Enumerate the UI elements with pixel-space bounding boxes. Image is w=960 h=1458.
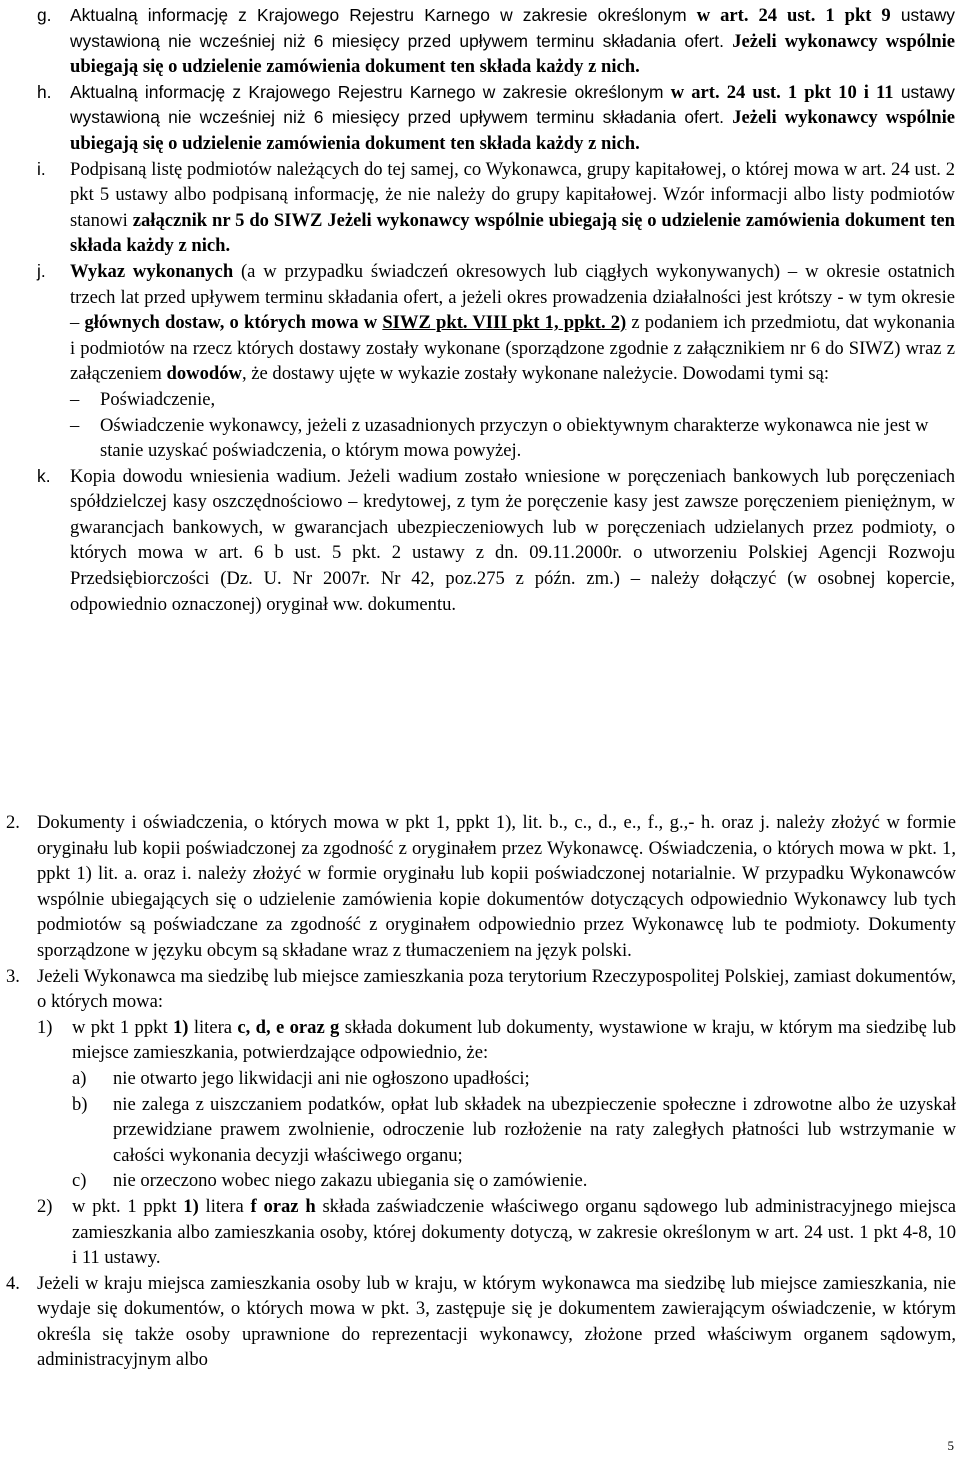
sub-text: nie orzeczono wobec niego zakazu ubiegania się o zamówienie.	[113, 1170, 588, 1192]
item-text: Podpisaną listę podmiotów należących do tej samej, co Wykonawca, grupy kapitałowej, o której mowa w art. 24 ust. 2 pkt 5 ustawy albo podpisaną informację, że nie należy do grupy kapitałowej. Wzór informacji albo listy podmiotów stanowi	[70, 158, 955, 231]
numbered-list	[6, 810, 956, 1373]
dash-item-2	[37, 413, 955, 464]
point-text: Jeżeli Wykonawca ma siedzibę lub miejsce zamieszkania poza terytorium Rzeczypospolitej Polskiej, zamiast dokumentów, o których mowa:	[37, 965, 956, 1013]
point-text: Jeżeli w kraju miejsca zamieszkania osoby lub w kraju, w którym wykonawca ma siedzibę lub miejsce zamieszkania, nie wydaje się dokumentów, o których mowa w pkt. 3, zastępuje się je dokumentem zawierającym oświadczenie, w którym określa się także osoby uprawnione do reprezentacji wykonawcy, złożone przed właściwym organem sądowym, administracyjnym albo	[37, 1272, 956, 1371]
item-bold: Jeżeli wykonawcy wspólnie ubiegają się o udzielenie zamówienia dokument ten składa każdy z nich.	[70, 107, 956, 154]
dash-mark: –	[70, 388, 80, 410]
item-bold: Jeżeli wykonawcy wspólnie ubiegają się o udzielenie zamówienia dokument ten składa każdy z nich.	[70, 30, 956, 78]
dash-text: Oświadczenie wykonawcy, jeżeli z uzasadnionych przyczyn o obiektywnym charakterze wykonawca nie jest w stanie uzyskać poświadczenia, o którym mowa powyżej.	[100, 414, 929, 462]
sub-label: a)	[72, 1067, 87, 1089]
item-text: , że dostawy ujęte w wykazie zostały wykonane należycie. Dowodami tymi są:	[241, 363, 830, 385]
sub-bold: f oraz h	[250, 1195, 316, 1217]
item-bold: w art. 24 ust. 1 pkt 10 i 11	[670, 81, 894, 103]
sub-text: litera	[188, 1016, 238, 1038]
point-4	[6, 1271, 956, 1373]
item-text: Kopia dowodu wniesienia wadium. Jeżeli wadium zostało wniesione w poręczeniach bankowych lub poręczeniach spółdzielczej kasy oszczędnościowo – kredytowej, z tym że poręczenie kasy jest zawsze poręczeniem pieniężnym, w gwarancjach bankowych, w gwarancjach ubezpieczeniowych lub w poręczeniach udzielanych przez podmioty, o których mowa w art. 6 b ust. 5 pkt. 2 ustawy z dn. 09.11.2000r. o utworzeniu Polskiej Agencji Rozwoju Przedsiębiorczości (Dz. U. Nr 2007r. Nr 42, poz.275 z późn. zm.) – należy dołączyć (w osobnej kopercie, odpowiednio oznaczonej) oryginał ww. dokumentu.	[70, 465, 955, 615]
list-item-k	[37, 464, 955, 618]
item-text: ustawy wystawioną nie wcześniej niż 6 miesięcy przed upływem terminu składania ofert.	[70, 81, 955, 128]
sub-text: składa zaświadczenie właściwego organu sądowego lub administracyjnego miejsca zamieszkania albo zamieszkania osoby, której dokumenty dotyczą, w zakresie określonym w art. 24 ust. 1 pkt 4-8, 10 i 11 ustawy.	[72, 1195, 956, 1269]
list-label: h.	[37, 81, 52, 102]
list-item-i	[37, 157, 955, 259]
item-text: Aktualną informację z Krajowego Rejestru Karnego w zakresie określonym	[70, 5, 697, 25]
item-text: Aktualną informację z Krajowego Rejestru Karnego w zakresie określonym	[70, 81, 671, 102]
sub-text: składa dokument lub dokumenty, wystawione w kraju, w którym ma siedzibę lub miejsce zamieszkania, potwierdzające odpowiednio, że:	[72, 1016, 956, 1064]
list-label: g.	[37, 5, 52, 25]
sub-label: c)	[72, 1170, 87, 1192]
point-3-sub-1	[6, 1015, 956, 1066]
item-bold: dowodów	[166, 363, 242, 385]
item-text: (a w przypadku świadczeń okresowych lub ciągłych wykonywanych) – w okresie ostatnich trzech lat przed upływem terminu składania ofert, a jeżeli okres prowadzenia działalności jest krótszy - w tym okresie –	[70, 260, 955, 334]
point-2	[6, 810, 956, 964]
sub-text: w pkt. 1 ppkt	[72, 1195, 184, 1217]
point-label: 4.	[6, 1272, 20, 1294]
dash-item-1	[37, 387, 955, 413]
page-number: 5	[947, 1438, 954, 1453]
list-item-h	[37, 80, 955, 157]
item-bold: załącznik nr 5 do SIWZ Jeżeli wykonawcy wspólnie ubiegają się o udzielenie zamówienia dokument ten składa każdy z nich.	[70, 209, 955, 257]
point-3-sub-1-b	[6, 1092, 956, 1169]
item-bold: Wykaz wykonanych	[70, 260, 234, 282]
dash-text: Poświadczenie,	[100, 388, 216, 410]
list-item-j	[37, 259, 955, 387]
list-label: i.	[37, 158, 46, 179]
sub-text: nie otwarto jego likwidacji ani nie ogłoszono upadłości;	[113, 1067, 530, 1089]
point-3	[6, 964, 956, 1015]
sub-label: b)	[72, 1093, 88, 1115]
point-3-sub-1-a	[6, 1066, 956, 1092]
point-label: 3.	[6, 965, 20, 987]
lettered-list	[37, 3, 955, 617]
point-3-sub-1-c	[6, 1168, 956, 1194]
list-label: k.	[37, 465, 51, 486]
point-3-sub-2	[6, 1194, 956, 1271]
point-label: 2.	[6, 812, 20, 833]
siwz-reference: SIWZ pkt. VIII pkt 1, ppkt. 2)	[382, 312, 627, 334]
sub-text: w pkt 1 ppkt	[72, 1016, 173, 1038]
list-item-g	[37, 3, 955, 80]
point-text: Dokumenty i oświadczenia, o których mowa w pkt 1, ppkt 1), lit. b., c., d., e., f., g.,- h. oraz j. należy złożyć w formie oryginału lub kopii poświadczonej za zgodność z oryginałem przez Wykonawcę. Oświadczenia, o których mowa w pkt. 1, ppkt 1) lit. a. oraz i. należy złożyć w formie oryginału lub kopii poświadczonej notarialnie. W przypadku Wykonawców wspólnie ubiegających się o udzielenie zamówienia kopie dokumentów dotyczących odpowiednio Wykonawcy lub tych podmiotów są poświadczane za zgodność z oryginałem odpowiednio przez Wykonawcę lub te podmioty. Dokumenty sporządzone w języku obcym są składane wraz z tłumaczeniem na język polski.	[37, 812, 956, 961]
sub-bold: 1)	[172, 1016, 189, 1038]
list-label: j.	[37, 260, 46, 281]
sub-bold: c, d, e oraz g	[237, 1016, 340, 1038]
sub-bold: 1)	[183, 1195, 199, 1217]
item-text: ustawy wystawioną nie wcześniej niż 6 miesięcy przed upływem terminu składania ofert.	[70, 5, 955, 51]
item-bold: w art. 24 ust. 1 pkt 9	[696, 5, 891, 26]
sub-label: 2)	[37, 1195, 53, 1217]
sub-label: 1)	[37, 1016, 53, 1038]
item-bold: głównych dostaw, o których mowa w	[84, 312, 383, 334]
dash-mark: –	[70, 414, 80, 436]
sub-text: nie zalega z uiszczaniem podatków, opłat lub składek na ubezpieczenie społeczne i zdrowotne albo że uzyskał przewidziane prawem zwolnienie, odroczenie lub rozłożenie na raty zaległych płatności lub wstrzymanie w całości wykonania decyzji właściwego organu;	[113, 1093, 956, 1166]
item-text: z podaniem ich przedmiotu, dat wykonania i podmiotów na rzecz których dostawy zostały wykonane (sporządzone zgodnie z załącznikiem nr 6 do SIWZ) wraz z załączeniem	[70, 312, 955, 385]
sub-text: litera	[198, 1195, 251, 1217]
